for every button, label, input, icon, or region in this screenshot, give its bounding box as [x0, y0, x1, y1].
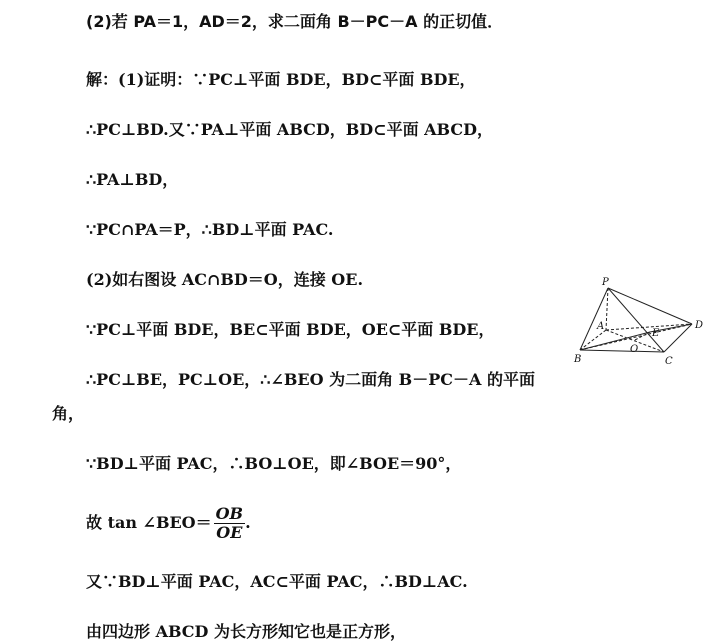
- fraction-numerator: OB: [215, 504, 244, 523]
- question-part-2: (2)若 PA＝1，AD＝2，求二面角 B－PC－A 的正切值．: [86, 12, 504, 31]
- fraction-denominator: OE: [216, 523, 243, 542]
- solution-line-7: ∴PC⊥BE，PC⊥OE，∴∠BEO 为二面角 B－PC－A 的平面: [86, 370, 535, 389]
- label-d: D: [695, 320, 704, 331]
- label-b: B: [574, 354, 582, 365]
- label-o: O: [630, 344, 639, 355]
- solution-line-4: ∵PC∩PA＝P，∴BD⊥平面 PAC.: [86, 220, 334, 239]
- label-c: C: [665, 356, 673, 367]
- label-e: E: [652, 328, 660, 339]
- solution-line-3: ∴PA⊥BD，: [86, 170, 179, 189]
- edge-bc: [580, 350, 664, 352]
- edge-pa: [606, 288, 608, 330]
- solution-line-6: ∵PC⊥平面 BDE，BE⊂平面 BDE，OE⊂平面 BDE，: [86, 320, 495, 339]
- edge-pc: [608, 288, 664, 352]
- fraction-ob-oe: [214, 505, 245, 542]
- solution-line-9: [86, 504, 251, 542]
- solution-line-1: 解：(1)证明：∵PC⊥平面 BDE，BD⊂平面 BDE，: [86, 70, 476, 89]
- solution-line-7-wrap: 角，: [52, 404, 85, 423]
- solution-line-10: 又∵BD⊥平面 PAC，AC⊂平面 PAC，∴BD⊥AC.: [86, 572, 468, 591]
- label-p: P: [602, 277, 609, 288]
- pyramid-figure: [572, 274, 708, 374]
- tan-expression-suffix: .: [245, 513, 251, 532]
- solution-line-5: (2)如右图设 AC∩BD＝O，连接 OE.: [86, 270, 364, 289]
- solution-line-11: 由四边形 ABCD 为长方形知它也是正方形，: [86, 622, 406, 641]
- tan-expression-prefix: 故 tan ∠BEO＝: [86, 513, 212, 532]
- solution-line-8: ∵BD⊥平面 PAC，∴BO⊥OE，即∠BOE＝90°，: [86, 454, 462, 473]
- edge-pb: [580, 288, 608, 350]
- edge-pd: [608, 288, 692, 324]
- label-a: A: [597, 321, 605, 332]
- solution-line-2: ∴PC⊥BD.又∵PA⊥平面 ABCD，BD⊂平面 ABCD，: [86, 120, 493, 139]
